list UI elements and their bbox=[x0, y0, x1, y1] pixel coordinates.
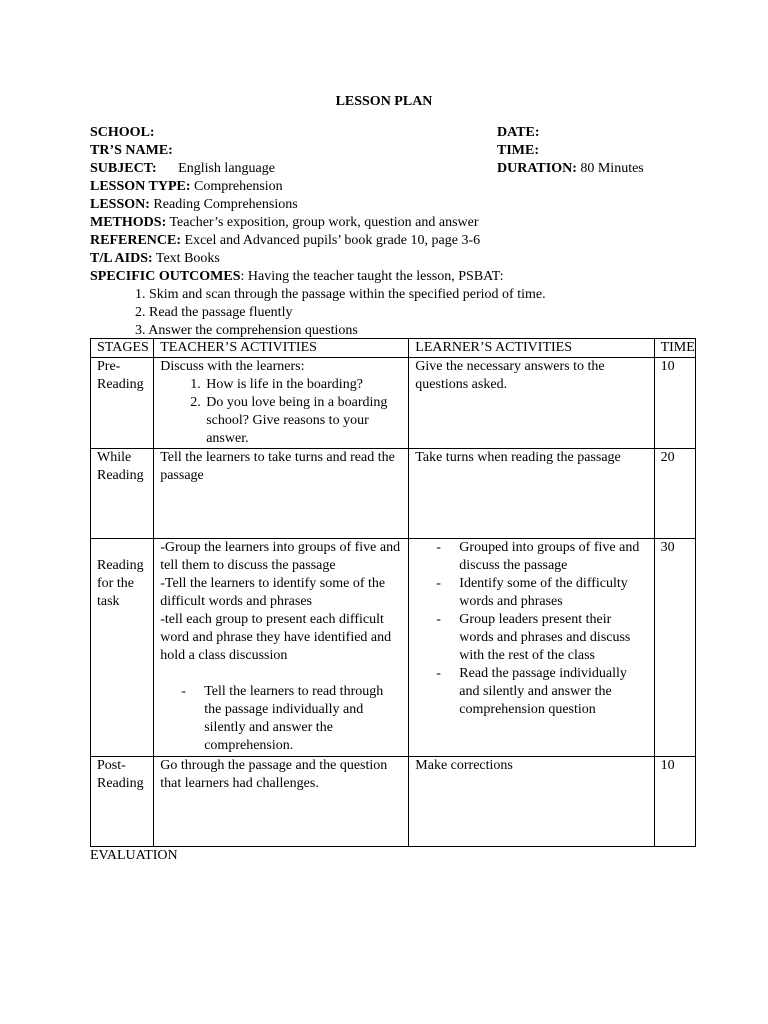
table-row bbox=[91, 358, 696, 449]
methods-label: METHODS: bbox=[90, 215, 167, 230]
specific-outcomes-line bbox=[90, 268, 503, 286]
stage-cell: While Reading bbox=[91, 449, 154, 539]
header-learner-activities: LEARNER’S ACTIVITIES bbox=[409, 339, 654, 358]
list-item: - Grouped into groups of five and discuss the passage bbox=[459, 539, 647, 575]
tl-aids-line bbox=[90, 250, 220, 268]
lesson-label: LESSON: bbox=[90, 197, 150, 212]
duration-line bbox=[497, 160, 644, 178]
stage-cell: Reading for the task bbox=[91, 539, 154, 757]
table-header-row bbox=[91, 339, 696, 358]
header-teacher-activities: TEACHER’S ACTIVITIES bbox=[154, 339, 409, 358]
tl-aids-value: Text Books bbox=[155, 251, 220, 266]
stage-cell: Pre-Reading bbox=[91, 358, 154, 449]
lesson-type-value: Comprehension bbox=[194, 179, 283, 194]
teacher-activities-cell: Go through the passage and the question that learners had challenges. bbox=[154, 757, 409, 847]
teacher-intro: Discuss with the learners: bbox=[160, 359, 305, 374]
reference-value: Excel and Advanced pupils’ book grade 10, page 3-6 bbox=[184, 233, 481, 248]
time-cell: 20 bbox=[654, 449, 695, 539]
learner-activities-cell: Give the necessary answers to the questions asked. bbox=[409, 358, 654, 449]
specific-outcomes-value: : Having the teacher taught the lesson, PSBAT: bbox=[240, 269, 504, 284]
methods-value: Teacher’s exposition, group work, question and answer bbox=[169, 215, 479, 230]
specific-outcomes-label: SPECIFIC OUTCOMES bbox=[90, 269, 241, 284]
learner-activities-cell: Take turns when reading the passage bbox=[409, 449, 654, 539]
header-stages: STAGES bbox=[91, 339, 154, 358]
learner-dash-list bbox=[415, 539, 647, 719]
time-cell: 30 bbox=[654, 539, 695, 757]
table-row bbox=[91, 757, 696, 847]
teacher-paragraph: -Tell the learners to identify some of the difficult words and phrases bbox=[160, 576, 386, 609]
time-cell: 10 bbox=[654, 358, 695, 449]
lesson-type-line bbox=[90, 178, 283, 196]
lesson-type-label: LESSON TYPE: bbox=[90, 179, 191, 194]
list-item: 1. How is life in the boarding? bbox=[204, 376, 402, 394]
lesson-value: Reading Comprehensions bbox=[153, 197, 298, 212]
teacher-dash-list bbox=[160, 683, 402, 755]
list-item: - Tell the learners to read through the passage individually and silently and answer the comprehension. bbox=[204, 683, 402, 755]
list-item: - Group leaders present their words and phrases and discuss with the rest of the class bbox=[459, 611, 647, 665]
learner-activities-cell bbox=[409, 539, 654, 757]
teacher-activities-cell bbox=[154, 358, 409, 449]
header-time: TIME bbox=[654, 339, 695, 358]
teacher-activities-cell: Tell the learners to take turns and read the passage bbox=[154, 449, 409, 539]
duration-value: 80 Minutes bbox=[580, 161, 644, 176]
reference-line bbox=[90, 232, 480, 250]
trs-name-label: TR’S NAME: bbox=[90, 143, 173, 158]
teacher-question-list bbox=[160, 376, 402, 448]
subject-value: English language bbox=[178, 161, 275, 176]
list-item: - Identify some of the difficulty words and phrases bbox=[459, 575, 647, 611]
teacher-paragraph: -Group the learners into groups of five and tell them to discuss the passage bbox=[160, 540, 401, 573]
lesson-line bbox=[90, 196, 298, 214]
table-row bbox=[91, 539, 696, 757]
methods-line bbox=[90, 214, 479, 232]
subject-line bbox=[90, 160, 275, 178]
evaluation-heading: EVALUATION bbox=[90, 848, 178, 863]
reference-label: REFERENCE: bbox=[90, 233, 182, 248]
date-label: DATE: bbox=[497, 125, 540, 140]
outcome-item: 2. Read the passage fluently bbox=[135, 305, 293, 320]
time-label: TIME: bbox=[497, 143, 539, 158]
list-item: - Read the passage individually and silently and answer the comprehension question bbox=[459, 665, 647, 719]
learner-activities-cell: Make corrections bbox=[409, 757, 654, 847]
subject-label: SUBJECT: bbox=[90, 161, 157, 176]
outcome-item: 3. Answer the comprehension questions bbox=[135, 323, 358, 338]
tl-aids-label: T/L AIDS: bbox=[90, 251, 153, 266]
teacher-activities-cell bbox=[154, 539, 409, 757]
school-label: SCHOOL: bbox=[90, 125, 155, 140]
stage-cell: Post-Reading bbox=[91, 757, 154, 847]
table-row bbox=[91, 449, 696, 539]
list-item: 2. Do you love being in a boarding school? Give reasons to your answer. bbox=[204, 394, 402, 448]
page-title: LESSON PLAN bbox=[335, 94, 433, 109]
lesson-stages-table bbox=[90, 338, 696, 847]
duration-label: DURATION: bbox=[497, 161, 577, 176]
outcome-item: 1. Skim and scan through the passage within the specified period of time. bbox=[135, 287, 546, 302]
time-cell: 10 bbox=[654, 757, 695, 847]
teacher-paragraph: -tell each group to present each difficult word and phrase they have identified and hold a class discussion bbox=[160, 612, 392, 663]
